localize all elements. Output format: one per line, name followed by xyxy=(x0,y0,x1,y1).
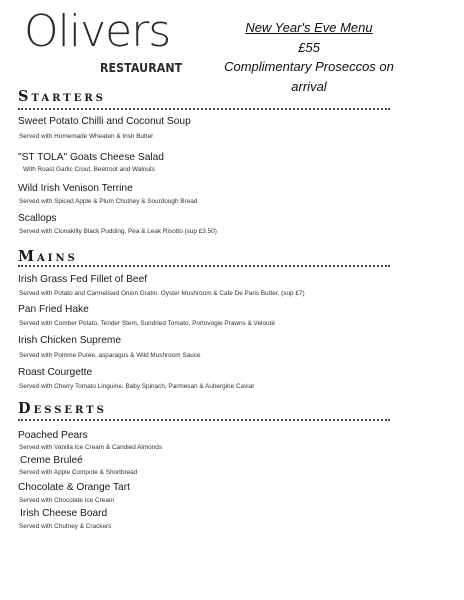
section-title-desserts: Desserts xyxy=(18,400,107,417)
menu-item-name: Sweet Potato Chilli and Coconut Soup xyxy=(18,116,191,127)
section-title-starters: Starters xyxy=(18,88,106,105)
menu-title: New Year's Eve Menu xyxy=(245,20,373,35)
menu-item-description: Served with Comber Potato, Tender Stem, Sundried Tomato, Portovogie Prawns & Velouté xyxy=(19,320,275,327)
menu-item-name: "ST TOLA" Goats Cheese Salad xyxy=(18,152,164,163)
menu-item-description: Served with Spiced Apple & Plum Chutney & Sourdough Bread xyxy=(19,198,198,205)
section-divider xyxy=(18,108,390,110)
menu-item-description: With Roast Garlic Crout, Beetroot and Walnuts xyxy=(23,166,155,173)
menu-item-description: Served with Clonakilty Black Pudding, Pea & Leak Risotto (sup £3.50) xyxy=(19,228,217,235)
menu-item-description: Served with Homemade Wheaten & Irish Butter xyxy=(19,133,154,140)
menu-item-name: Pan Fried Hake xyxy=(18,304,89,315)
logo-subtitle: RESTAURANT xyxy=(100,60,183,75)
menu-item-description: Served with Potato and Carmelised Onion Gratin. Oyster Mushroom & Cafe De Paris Butter. (sup £7) xyxy=(19,290,305,297)
menu-note: Complimentary Proseccos on arrival xyxy=(224,59,394,94)
menu-item-name: Irish Cheese Board xyxy=(20,508,108,519)
section-divider xyxy=(18,265,390,267)
menu-item-name: Creme Bruleé xyxy=(20,455,83,466)
menu-item-description: Served with Cherry Tomato Linguine, Baby Spinach, Parmesan & Aubergine Caviar xyxy=(19,383,255,390)
menu-item-description: Served with Apple Compote & Shortbread xyxy=(19,469,138,476)
menu-item-name: Wild Irish Venison Terrine xyxy=(18,183,133,194)
section-title-mains: Mains xyxy=(18,248,78,265)
menu-item-name: Irish Grass Fed Fillet of Beef xyxy=(18,274,148,285)
menu-item-description: Served with Chutney & Crackers xyxy=(19,523,112,530)
menu-item-name: Chocolate & Orange Tart xyxy=(18,482,130,493)
menu-item-name: Irish Chicken Supreme xyxy=(18,335,122,346)
menu-price: £55 xyxy=(298,39,320,55)
menu-header xyxy=(214,18,404,94)
menu-item-description: Served with Vanilla Ice Cream & Candied Almonds xyxy=(19,444,163,451)
menu-item-name: Poached Pears xyxy=(18,430,88,441)
menu-item-name: Roast Courgette xyxy=(18,367,93,378)
restaurant-logo xyxy=(24,6,183,75)
logo-wordmark: Olivers xyxy=(24,6,171,57)
menu-item-description: Served with Pomme Purée, asparagus & Wild Mushroom Sauce xyxy=(19,352,201,359)
menu-item-description: Served with Chocolate Ice Cream xyxy=(19,497,115,504)
section-divider xyxy=(18,419,390,421)
menu-item-name: Scallops xyxy=(18,213,57,224)
